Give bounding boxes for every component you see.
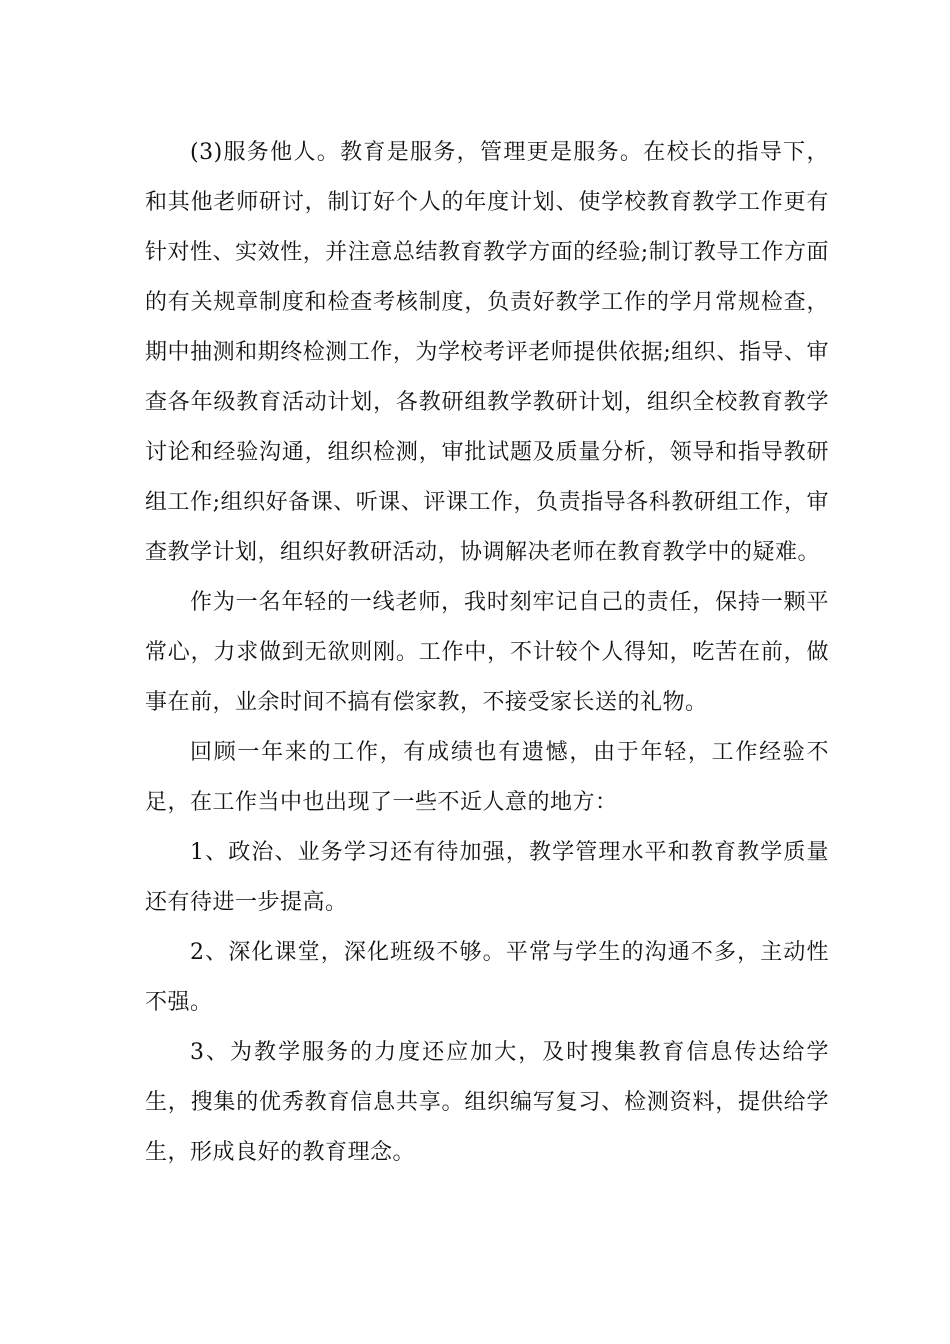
list-item-3: 3、为教学服务的力度还应加大，及时搜集教育信息传达给学生，搜集的优秀教育信息共享。组织编写复习、检测资料，提供给学生，形成良好的教育理念。 <box>145 1040 829 1165</box>
paragraph-young-teacher: 作为一名年轻的一线老师，我时刻牢记自己的责任，保持一颗平常心，力求做到无欲则刚。工作中，不计较个人得知，吃苦在前，做事在前，业余时间不搞有偿家教，不接受家长送的礼物。 <box>145 590 829 715</box>
list-item-1: 1、政治、业务学习还有待加强，教学管理水平和教育教学质量还有待进一步提高。 <box>145 840 829 915</box>
document-body <box>145 128 829 1178</box>
list-item-2: 2、深化课堂，深化班级不够。平常与学生的沟通不多，主动性不强。 <box>145 940 829 1015</box>
paragraph-review: 回顾一年来的工作，有成绩也有遗憾，由于年轻，工作经验不足，在工作当中也出现了一些不近人意的地方： <box>145 740 829 815</box>
paragraph-service-others: (3)服务他人。教育是服务，管理更是服务。在校长的指导下，和其他老师研讨，制订好个人的年度计划、使学校教育教学工作更有针对性、实效性，并注意总结教育教学方面的经验;制订教导工作方面的有关规章制度和检查考核制度，负责好教学工作的学月常规检查，期中抽测和期终检测工作，为学校考评老师提供依据;组织、指导、审查各年级教育活动计划，各教研组教学教研计划，组织全校教育教学讨论和经验沟通，组织检测，审批试题及质量分析，领导和指导教研组工作;组织好备课、听课、评课工作，负责指导各科教研组工作，审查教学计划，组织好教研活动，协调解决老师在教育教学中的疑难。 <box>145 140 829 565</box>
